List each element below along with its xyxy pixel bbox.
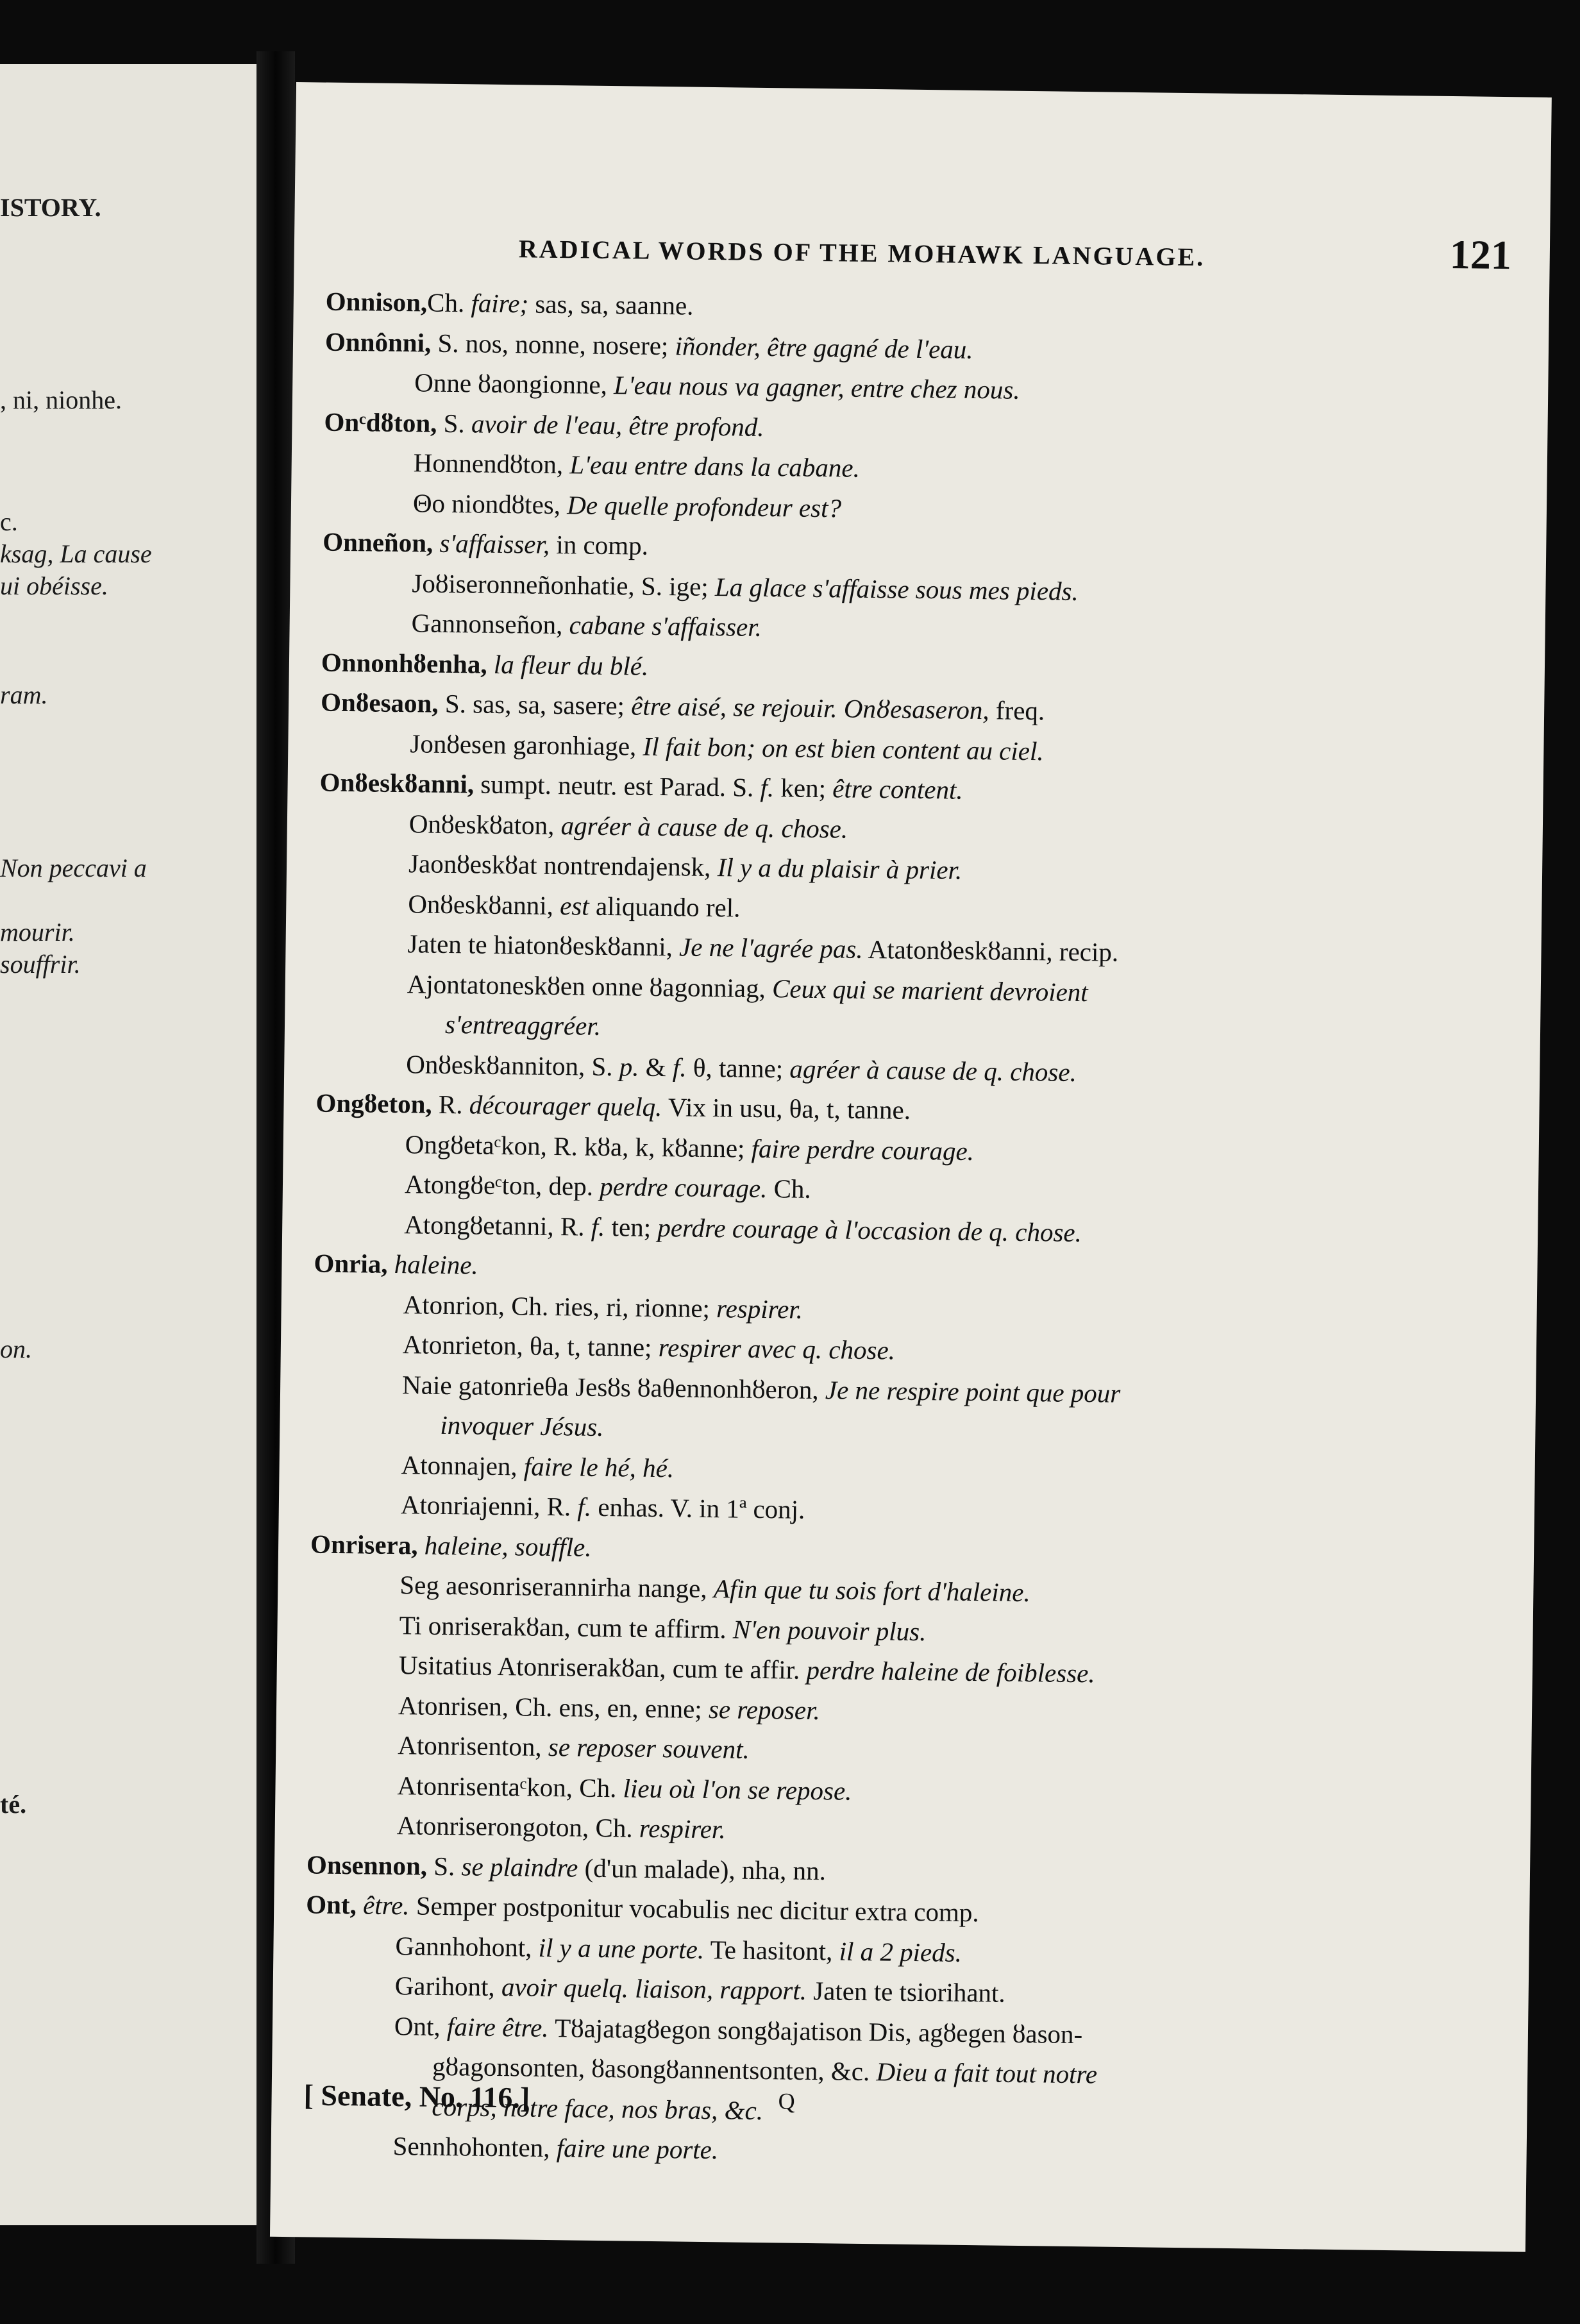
translation-text: cabane s'affaisser.: [569, 610, 762, 642]
translation-text: se plaindre: [461, 1851, 578, 1883]
translation-text: N'en pouvoir plus.: [732, 1614, 927, 1646]
entry-text: aliquando rel.: [589, 891, 741, 923]
translation-text: être content.: [832, 773, 963, 805]
page-number: 121: [1449, 231, 1512, 278]
headword: Onȣesaon,: [320, 687, 439, 718]
translation-text: agréer à cause de q. chose.: [560, 810, 848, 844]
entry-text: S.: [426, 1851, 462, 1881]
translation-text: f.: [591, 1211, 605, 1242]
entry-text: Jonȣesen garonhiage,: [410, 728, 643, 761]
translation-text: avoir quelq. liaison, rapport.: [501, 1972, 807, 2005]
entry-text: ken;: [773, 773, 833, 804]
translation-text: avoir de l'eau, être profond.: [471, 408, 764, 442]
entry-text: Ongȣetaᶜkon, R. kȣa, k, kȣanne;: [405, 1129, 752, 1163]
translation-text: invoquer Jésus.: [440, 1410, 604, 1442]
entry-text: Onȣeskȣanniton, S.: [406, 1048, 620, 1081]
translation-text: se reposer souvent.: [548, 1731, 750, 1764]
entry-text: S. nos, nonne, nosere;: [431, 328, 675, 360]
entry-text: ten;: [605, 1211, 658, 1242]
left-page-fragment: Non peccavi a: [0, 854, 147, 882]
entry-text: Atonrisen, Ch. ens, en, enne;: [398, 1690, 709, 1724]
translation-text: corps, notre face, nos bras, &c.: [432, 2091, 764, 2125]
entry-text: Atonriajenni, R.: [400, 1490, 578, 1522]
translation-text: Je ne l'agrée pas.: [678, 932, 863, 964]
translation-text: L'eau entre dans la cabane.: [569, 450, 861, 483]
footer-text: [ Senate, No. 116.]: [303, 2078, 530, 2114]
translation-text: lieu où l'on se repose.: [623, 1772, 852, 1806]
translation-text: haleine.: [387, 1249, 479, 1280]
translation-text: faire perdre courage.: [751, 1133, 975, 1166]
headword: Onnonhȣenha,: [321, 647, 487, 679]
translation-text: perdre haleine de foiblesse.: [806, 1655, 1095, 1688]
left-page-fragment: ram.: [0, 680, 48, 709]
left-page-fragment: ui obéisse.: [0, 571, 108, 600]
translation-text: Afin que tu sois fort d'haleine.: [713, 1574, 1031, 1608]
entry-text: Semper postponitur vocabulis nec dicitur extra comp.: [409, 1890, 979, 1928]
left-page-fragment: ISTORY.: [0, 193, 101, 222]
translation-text: Ceux qui se marient devroient: [771, 973, 1089, 1007]
entry-text: Te hasitont,: [703, 1934, 839, 1966]
translation-text: Il fait bon; on est bien content au ciel.: [643, 731, 1044, 766]
translation-text: la fleur du blé.: [487, 649, 649, 681]
entry-text: Atongȣetanni, R.: [403, 1209, 592, 1242]
entry-text: enhas. V. in 1ª conj.: [591, 1492, 805, 1524]
translation-text: perdre courage à l'occasion de q. chose.: [657, 1212, 1082, 1247]
translation-text: haleine, souffle.: [417, 1529, 592, 1562]
translation-text: respirer.: [716, 1293, 803, 1324]
left-page-fragment: souffrir.: [0, 950, 81, 979]
entry-text: sas, sa, saanne.: [535, 289, 694, 321]
headword: Onȣeskȣanni,: [319, 767, 475, 799]
page-header: [518, 219, 1511, 283]
signature-mark: Q: [778, 2088, 795, 2114]
entry-text: Ch.: [767, 1174, 812, 1204]
entry-text: Tȣajatagȣegon songȣajatison Dis, agȣegen ȣason-: [548, 2012, 1083, 2049]
entry-text: Joȣiseronneñonhatie, S. ige;: [412, 568, 716, 602]
entry-text: Atonnajen,: [401, 1449, 525, 1481]
dictionary-entries: [303, 282, 1511, 2180]
left-page-fragment: ksag, La cause: [0, 539, 152, 568]
translation-text: faire;: [471, 288, 535, 319]
translation-text: De quelle profondeur est?: [566, 489, 842, 523]
entry-text: Atonrieton, θa, t, tanne;: [402, 1329, 659, 1363]
headword: Ongȣeton,: [315, 1088, 432, 1119]
translation-text: perdre courage.: [599, 1171, 768, 1204]
translation-text: faire une porte.: [556, 2133, 719, 2165]
entry-text: Jaonȣeskȣat nontrendajensk,: [408, 848, 718, 882]
translation-text: p.: [619, 1051, 639, 1082]
translation-text: f.: [760, 772, 775, 803]
entry-text: Ti onriserakȣan, cum te affirm.: [399, 1610, 734, 1644]
translation-text: L'eau nous va gagner, entre chez nous.: [613, 370, 1020, 405]
headword: Onsennon,: [306, 1849, 428, 1881]
headword: Onᶜdȣton,: [324, 407, 437, 438]
entry-text: Gannonseñon,: [411, 608, 569, 640]
translation-text: il y a une porte.: [538, 1932, 705, 1964]
headword: Onnônni,: [324, 326, 432, 358]
entry-text: Honnendȣton,: [413, 448, 570, 480]
translation-text: f.: [577, 1492, 592, 1522]
translation-text: décourager quelq.: [469, 1090, 662, 1122]
entry-text: [837, 693, 844, 723]
left-page: [0, 64, 256, 2225]
left-page-fragment: té.: [0, 1790, 27, 1819]
entry-text: freq.: [989, 695, 1045, 726]
entry-text: S.: [437, 408, 472, 438]
entry-text: Sennhohonten,: [392, 2131, 557, 2163]
headword: Onneñon,: [322, 526, 433, 558]
headword: Onrisera,: [310, 1528, 418, 1560]
entry-text: &: [639, 1052, 673, 1082]
entry-text: Jaten te tsiorihant.: [806, 1975, 1005, 2008]
right-page: [270, 82, 1552, 2252]
entry-text: S. sas, sa, sasere;: [438, 688, 632, 721]
entry-text: Onne ȣaongionne,: [414, 367, 614, 400]
entry-text: Atonrion, Ch. ries, ri, rionne;: [403, 1289, 717, 1323]
left-page-fragment: c.: [0, 507, 18, 536]
entry-text: Θo niondȣtes,: [412, 487, 567, 519]
translation-text: La glace s'affaisse sous mes pieds.: [714, 571, 1079, 606]
translation-text: s'entreaggréer.: [444, 1009, 601, 1041]
entry-text: sumpt. neutr. est Parad. S.: [473, 769, 761, 802]
translation-text: est: [559, 890, 590, 921]
entry-text: Onȣeskȣanni,: [408, 888, 560, 920]
entry-text: Atonriserongoton, Ch.: [396, 1810, 640, 1843]
left-page-fragment: mourir.: [0, 918, 75, 947]
translation-text: être aisé, se rejouir.: [630, 691, 838, 723]
running-title: RADICAL WORDS OF THE MOHAWK LANGUAGE.: [518, 234, 1206, 272]
translation-text: s'affaisser,: [433, 528, 550, 559]
entry-text: Seg aesonriserannirha nange,: [399, 1570, 714, 1604]
translation-text: iñonder, être gagné de l'eau.: [675, 330, 973, 364]
entry-text: R.: [432, 1089, 470, 1120]
entry-text: Naie gatonrieθa Jesȣs ȣaθennonhȣeron,: [401, 1369, 826, 1404]
translation-text: respirer avec q. chose.: [658, 1333, 896, 1365]
entry-text: gȣagonsonten, ȣasongȣannentsonten, &c.: [432, 2051, 877, 2087]
entry-text: Gannhohont,: [395, 1930, 539, 1962]
translation-text: respirer.: [639, 1813, 726, 1844]
entry-text: Garihont,: [394, 1971, 502, 2002]
translation-text: être.: [356, 1890, 410, 1921]
entry-text: in comp.: [549, 529, 649, 560]
entry-text: Ch.: [426, 287, 471, 318]
translation-text: Dieu a fait tout notre: [876, 2057, 1098, 2089]
entry-text: θ, tanne;: [686, 1052, 790, 1084]
headword: Onnison,: [325, 286, 428, 317]
translation-text: faire le hé, hé.: [523, 1451, 675, 1483]
left-page-fragment: , ni, nionhe.: [0, 385, 122, 414]
translation-text: Je ne respire point que pour: [825, 1374, 1121, 1408]
entry-text: Atatonȣeskȣanni, recip.: [862, 934, 1119, 967]
translation-text: faire être.: [446, 2011, 549, 2042]
translation-text: Onȣesaseron,: [843, 693, 989, 725]
entry-text: (d'un malade), nha, nn.: [578, 1853, 827, 1885]
entry-text: Vix in usu, θa, t, tanne.: [662, 1092, 911, 1125]
translation-text: f.: [672, 1052, 687, 1082]
entry-text: Onȣeskȣaton,: [408, 808, 562, 840]
translation-text: agréer à cause de q. chose.: [789, 1054, 1077, 1087]
translation-text: se reposer.: [708, 1694, 821, 1725]
translation-text: Il y a du plaisir à prier.: [717, 852, 962, 885]
entry-text: Ajontatoneskȣen onne ȣagonniag,: [407, 968, 773, 1003]
entry-text: Atonrisentaᶜkon, Ch.: [397, 1770, 623, 1803]
entry-text: Usitatius Atonriserakȣan, cum te affir.: [398, 1650, 807, 1685]
headword: Onria,: [314, 1248, 388, 1279]
entry-text: Ont,: [394, 2010, 448, 2041]
left-page-fragment: on.: [0, 1335, 32, 1363]
entry-text: Jaten te hiatonȣeskȣanni,: [407, 929, 680, 962]
headword: Ont,: [306, 1889, 357, 1920]
entry-text: Atongȣeᶜton, dep.: [404, 1169, 600, 1201]
translation-text: il a 2 pieds.: [839, 1936, 962, 1967]
entry-text: Atonrisenton,: [398, 1730, 549, 1762]
